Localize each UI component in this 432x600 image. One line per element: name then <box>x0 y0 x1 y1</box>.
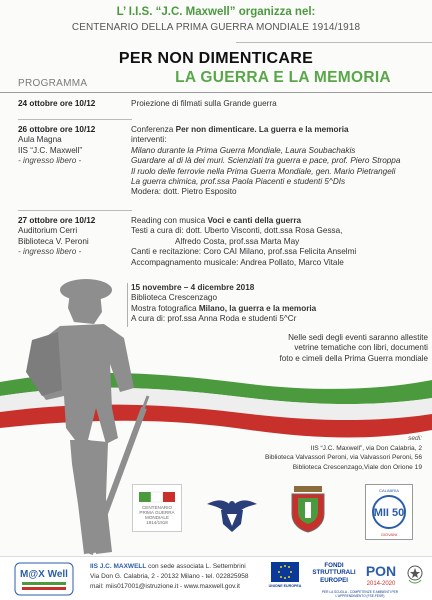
eu-flag-icon <box>271 562 299 582</box>
event-3-entry: - ingresso libero - <box>18 247 82 257</box>
event-3-title: Voci e canti della guerra <box>207 216 302 225</box>
school-mail-web: mail: miis017001@istruzione.it - www.maxwell.gov.it <box>90 582 240 590</box>
divider-top <box>236 42 432 43</box>
event-3-place: Auditorium Cerri <box>18 226 78 236</box>
svg-text:GIOVANI: GIOVANI <box>380 532 398 537</box>
event-3-left <box>18 216 95 258</box>
divider-ev1 <box>18 119 132 120</box>
event-1-desc: Proiezione di filmati sulla Grande guerra <box>131 99 277 108</box>
school-name-line: IIS J.C. MAXWELL con sede associata L. Settembrini <box>90 563 246 570</box>
exhibition-note: Nelle sedi degli eventi saranno allestite vetrine tematiche con libri, documenti foto e cimeli della Prima Guerra mondiale <box>279 333 428 363</box>
svg-text:2014-2020: 2014-2020 <box>366 581 396 587</box>
event-2-title-line: Conferenza Per non dimenticare. La guerra e la memoria <box>131 125 349 134</box>
event-3-date: 27 ottobre ore 10/12 <box>18 216 96 225</box>
event-2-talk: Milano durante la Prima Guerra Mondiale, Laura Soubachakis <box>131 145 356 155</box>
event-2-talk: Il ruolo delle ferrovie nella Prima Guerra Mondiale, gen. Mario Pietrangeli <box>131 166 396 176</box>
event-3-line: Canti e recitazione: Coro CAI Milano, prof.ssa Felicita Anselmi <box>131 247 357 257</box>
title-line-1: PER NON DIMENTICARE <box>118 50 314 67</box>
venue-item: Biblioteca Valvassori Peroni, via Valvassori Peroni, 56 <box>265 454 422 462</box>
event-3-line: Testi a cura di: dott. Uberto Visconti, dott.ssa Rosa Gessa, <box>131 226 343 236</box>
event-1-right <box>131 99 427 109</box>
event-2-talk: La guerra chimica, prof.ssa Paola Piacenti e studenti 5^DIs <box>131 177 346 187</box>
event-2-venue: IIS “J.C. Maxwell” <box>18 145 83 155</box>
svg-text:CALABRIA: CALABRIA <box>379 488 399 493</box>
event-2-title: Per non dimenticare. La guerra e la memoria <box>175 125 349 134</box>
school-address: Via Don G. Calabria, 2 - 20132 Milano - tel. 022825958 <box>90 572 249 580</box>
event-1-date: 24 ottobre ore 10/12 <box>18 99 96 108</box>
event-3-line: Alfredo Costa, prof.ssa Marta May <box>175 236 300 246</box>
municipal-crest-logo <box>288 484 328 534</box>
programma-label: PROGRAMMA <box>18 78 88 89</box>
event-3-title-line: Reading con musica Voci e canti della guerra <box>131 216 302 225</box>
event-4-date: 15 novembre – 4 dicembre 2018 <box>131 283 255 292</box>
eu-stars-icon <box>271 562 299 582</box>
footer <box>0 556 432 600</box>
svg-text:PON: PON <box>365 563 397 579</box>
maxwell-logo <box>14 562 74 596</box>
eu-caption: UNIONE EUROPEA <box>268 584 302 588</box>
event-3-right <box>131 216 427 268</box>
m50-badge-icon <box>366 485 412 539</box>
centenary-logo: CENTENARIO PRIMA GUERRA MONDIALE 1914/1918 <box>132 484 182 532</box>
event-2-place: Aula Magna <box>18 135 62 145</box>
school-name: MAXWELL <box>113 563 147 570</box>
pon-logo <box>360 560 402 588</box>
event-2-talk: Guardare al di là dei muri. Scienziati tra guerra e pace, prof. Piero Stroppa <box>131 156 401 166</box>
venues-list <box>265 434 422 473</box>
event-4-title-line: Mostra fotografica Milano, la guerra e la memoria <box>131 303 317 313</box>
cai-eagle-logo <box>205 490 259 534</box>
event-3-line: Accompagnamento musicale: Andrea Pollato, Marco Vitale <box>131 257 344 267</box>
school-contacts <box>90 562 249 591</box>
organizer-line: L’ I.I.S. “J.C. Maxwell” organizza nel: <box>116 6 316 18</box>
event-2-date: 26 ottobre ore 10/12 <box>18 125 96 134</box>
italian-republic-emblem-icon <box>406 563 424 585</box>
event-2-entry: - ingresso libero - <box>18 156 82 166</box>
event-4 <box>131 283 427 325</box>
event-1-left <box>18 99 95 109</box>
divider-programma <box>0 92 432 93</box>
venue-item: Biblioteca Crescenzago,Viale don Orione 19 <box>292 464 422 472</box>
municipio-50-logo <box>365 484 413 540</box>
divider-ev2 <box>18 210 132 211</box>
event-2-left <box>18 125 95 167</box>
event-4-place: Biblioteca Crescenzago <box>131 293 218 303</box>
event-2-moderator: Modera: dott. Pietro Esposito <box>131 187 237 197</box>
centenary-line: CENTENARIO DELLA PRIMA GUERRA MONDIALE 1914/1918 <box>71 22 361 33</box>
event-4-curated: A cura di: prof.ssa Anna Roda e studenti 5^Cr <box>131 314 297 324</box>
event-2-right <box>131 125 427 198</box>
svg-text:MII 50: MII 50 <box>373 507 405 519</box>
pon-caption: PER LA SCUOLA - COMPETENZE E AMBIENTI PER L'APPRENDIMENTO (FSE-FESR) <box>321 590 399 598</box>
venues-label: sedi: <box>408 435 422 442</box>
fondi-strutturali: FONDI STRUTTURALI EUROPEI <box>312 562 356 584</box>
venue-item: IIS “J.C. Maxwell”, via Don Calabria, 2 <box>310 444 422 452</box>
svg-text:M@X Well: M@X Well <box>20 569 68 580</box>
tricolor-icon <box>137 490 177 504</box>
title-line-2: LA GUERRA E LA MEMORIA <box>175 69 391 86</box>
divider-event-4 <box>127 283 128 327</box>
event-3-venue: Biblioteca V. Peroni <box>18 236 89 246</box>
event-2-line: interventi: <box>131 135 167 145</box>
event-4-title: Milano, la guerra e la memoria <box>198 303 317 313</box>
